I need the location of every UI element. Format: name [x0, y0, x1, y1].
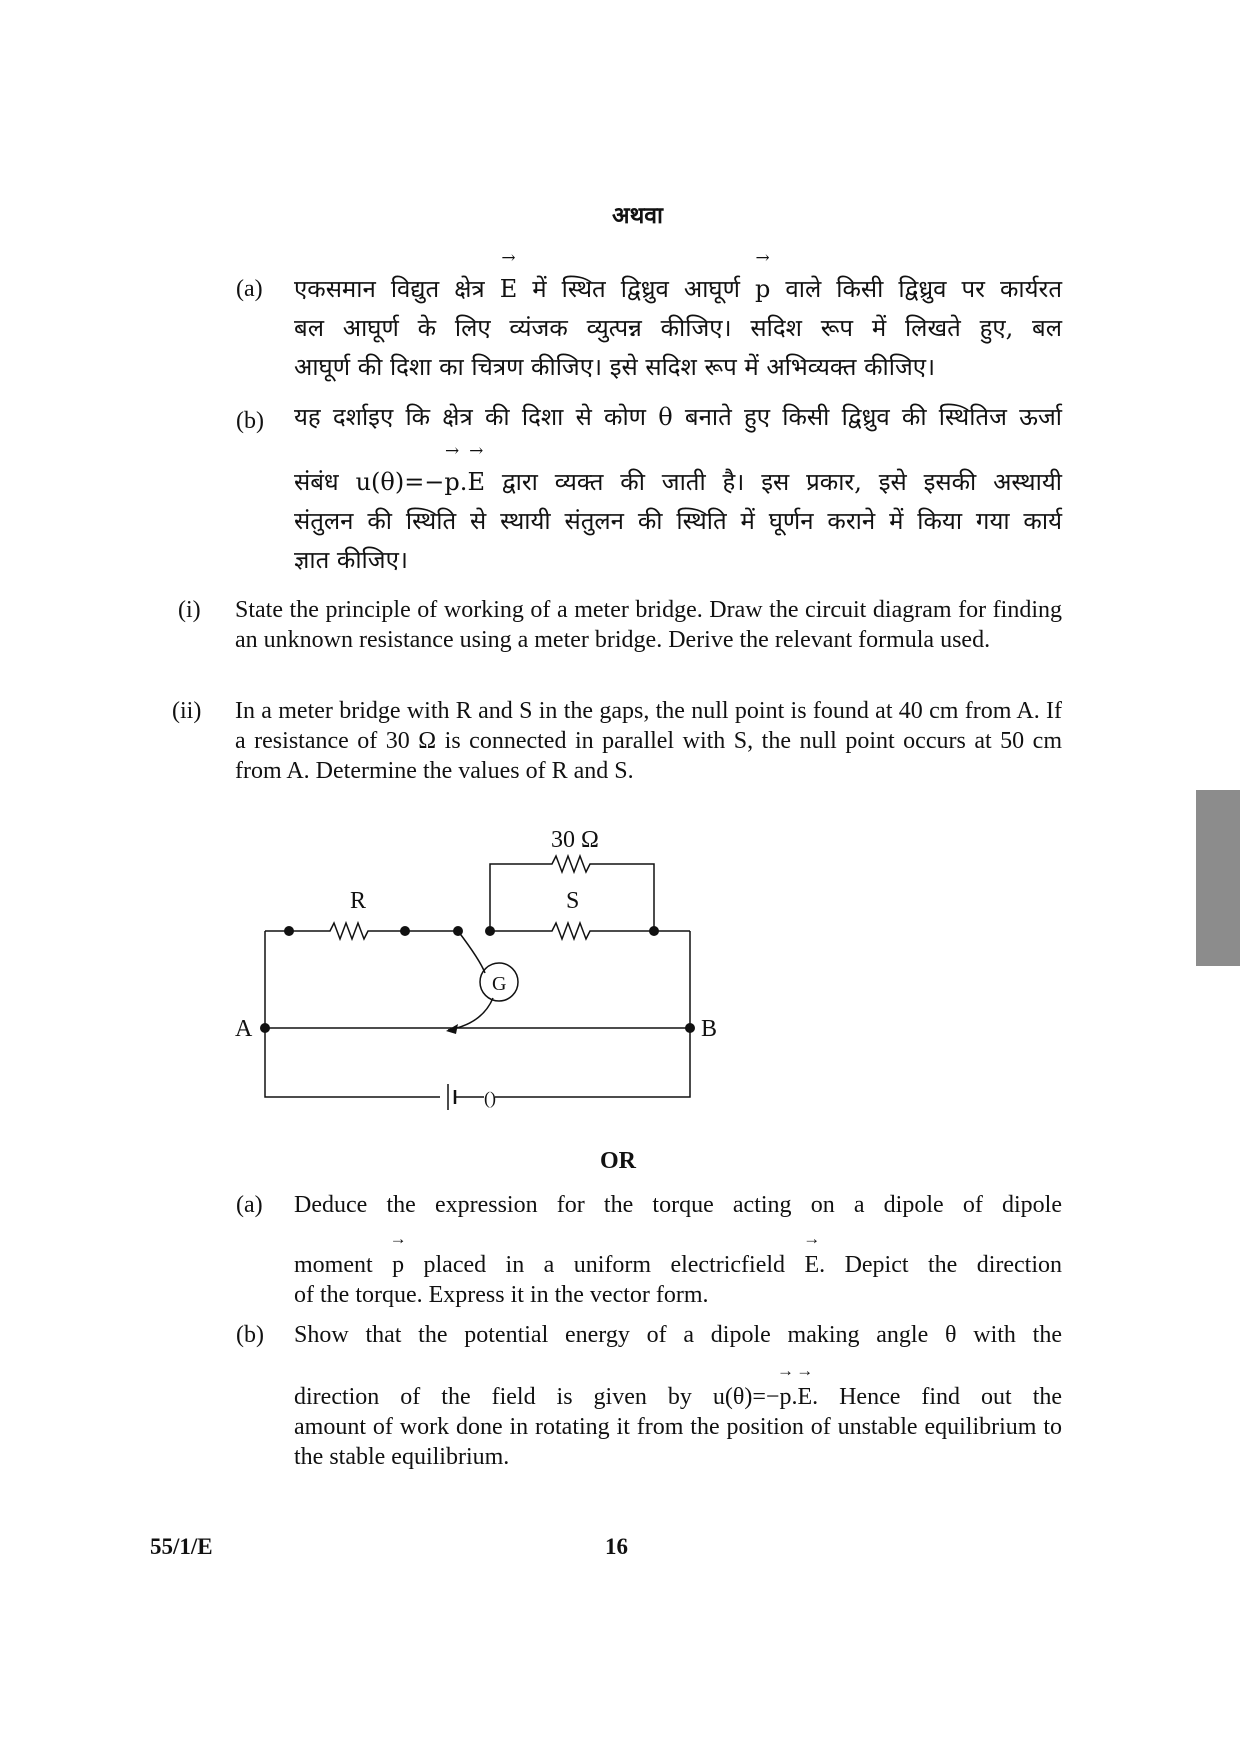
hindi-a-line-2: बल आघूर्ण के लिए व्यंजक व्युत्पन्न कीजिए। सदिश रूप में लिखते हुए, बल	[294, 314, 1062, 342]
hindi-a-line-3: आघूर्ण की दिशा का चित्रण कीजिए। इसे सदिश रूप में अभिव्यक्त कीजिए।	[294, 353, 936, 381]
label-A: A	[235, 1016, 253, 1042]
key-icon: ()	[484, 1088, 496, 1108]
english-a-line-3: of the torque. Express it in the vector form.	[294, 1282, 709, 1308]
label-G: G	[492, 973, 507, 995]
english-or-heading: OR	[600, 1148, 636, 1174]
english-a-l2a: moment	[294, 1252, 373, 1278]
vector-E: → E	[500, 266, 518, 309]
hindi-b-line-3: संतुलन की स्थिति से स्थायी संतुलन की स्थिति में घूर्णन कराने में किया गया कार्य	[294, 507, 1062, 535]
junction-dot	[485, 926, 495, 936]
english-part-a-text	[294, 1190, 1062, 1310]
question-ii-text: In a meter bridge with R and S in the gaps, the null point is found at 40 cm from A. If a resistance of 30 Ω is connected in parallel with S, the null point occurs at 50 cm from A. Determine the values of R and S.	[235, 698, 1062, 784]
hindi-a-l1a: एकसमान विद्युत क्षेत्र	[294, 275, 485, 303]
formula-prefix: u(θ)=−	[712, 1384, 780, 1410]
english-b-l2a: direction of the field is given by	[294, 1384, 692, 1410]
hindi-or-heading: अथवा	[612, 202, 664, 229]
vector-p: → p	[779, 1378, 791, 1412]
paper-code: 55/1/E	[150, 1534, 213, 1559]
hindi-b-l2b: द्वारा व्यक्त की जाती है। इस प्रकार, इसे इसकी अस्थायी	[501, 468, 1062, 496]
vector-E: → E	[467, 459, 485, 502]
resistor-S	[490, 923, 654, 939]
english-a-l2c: . Depict the direction	[819, 1252, 1062, 1278]
side-tab	[1196, 790, 1240, 966]
hindi-a-l1b: में स्थित द्विध्रुव आघूर्ण	[532, 275, 740, 303]
english-part-a-label: (a)	[236, 1192, 263, 1218]
vector-E: → E	[804, 1246, 819, 1280]
junction-dot	[400, 926, 410, 936]
dot-operator: .	[459, 468, 468, 496]
english-b-line-2	[294, 1378, 1062, 1412]
outer-wire	[265, 931, 690, 1097]
junction-dot	[453, 926, 463, 936]
english-part-b-label: (b)	[236, 1322, 264, 1348]
galvanometer-lead-jockey	[448, 998, 493, 1030]
hindi-b-line-1: यह दर्शाइए कि क्षेत्र की दिशा से कोण θ बनाते हुए किसी द्विध्रुव की स्थितिज ऊर्जा	[294, 403, 1062, 431]
terminal-B-dot	[685, 1023, 695, 1033]
english-part-b-text	[294, 1320, 1062, 1472]
label-S: S	[566, 888, 580, 914]
english-b-line-3: amount of work done in rotating it from the position of unstable equilibrium to the stable equilibrium.	[294, 1414, 1062, 1470]
vector-p: → p	[392, 1246, 404, 1280]
galvanometer-lead-top	[458, 931, 485, 973]
english-b-line-1: Show that the potential energy of a dipole making angle θ with the	[294, 1322, 1062, 1348]
question-i-label: (i)	[178, 597, 201, 623]
hindi-b-line-4: ज्ञात कीजिए।	[294, 546, 408, 574]
terminal-A-dot	[260, 1023, 270, 1033]
potential-energy-formula	[713, 1384, 812, 1410]
jockey-arrow	[446, 1024, 458, 1034]
page-number: 16	[605, 1534, 628, 1559]
dot-operator: .	[791, 1384, 798, 1410]
english-a-line-2	[294, 1246, 1062, 1280]
junction-dot	[284, 926, 294, 936]
label-30-ohm: 30 Ω	[551, 827, 599, 853]
english-a-l2b: placed in a uniform electricfield	[423, 1252, 786, 1278]
hindi-b-l2a: संबंध	[294, 468, 339, 496]
hindi-a-l1c: वाले किसी द्विध्रुव पर कार्यरत	[785, 275, 1063, 303]
vector-p: → p	[755, 266, 770, 309]
question-ii-label: (ii)	[172, 698, 202, 724]
junction-dot	[649, 926, 659, 936]
question-i-text: State the principle of working of a meter bridge. Draw the circuit diagram for finding an unknown resistance using a meter bridge. Derive the relevant formula used.	[235, 597, 1062, 653]
formula-prefix: u(θ)=−	[355, 468, 445, 496]
hindi-part-a-label: (a)	[236, 276, 263, 302]
vector-E: → E	[797, 1378, 812, 1412]
resistor-R	[289, 923, 405, 939]
hindi-part-b-label: (b)	[236, 408, 264, 434]
vector-p: → p	[444, 459, 459, 502]
label-B: B	[701, 1016, 718, 1042]
english-b-l2b: . Hence find out the	[812, 1384, 1063, 1410]
label-R: R	[350, 888, 367, 914]
english-a-line-1: Deduce the expression for the torque acting on a dipole of dipole	[294, 1192, 1062, 1218]
